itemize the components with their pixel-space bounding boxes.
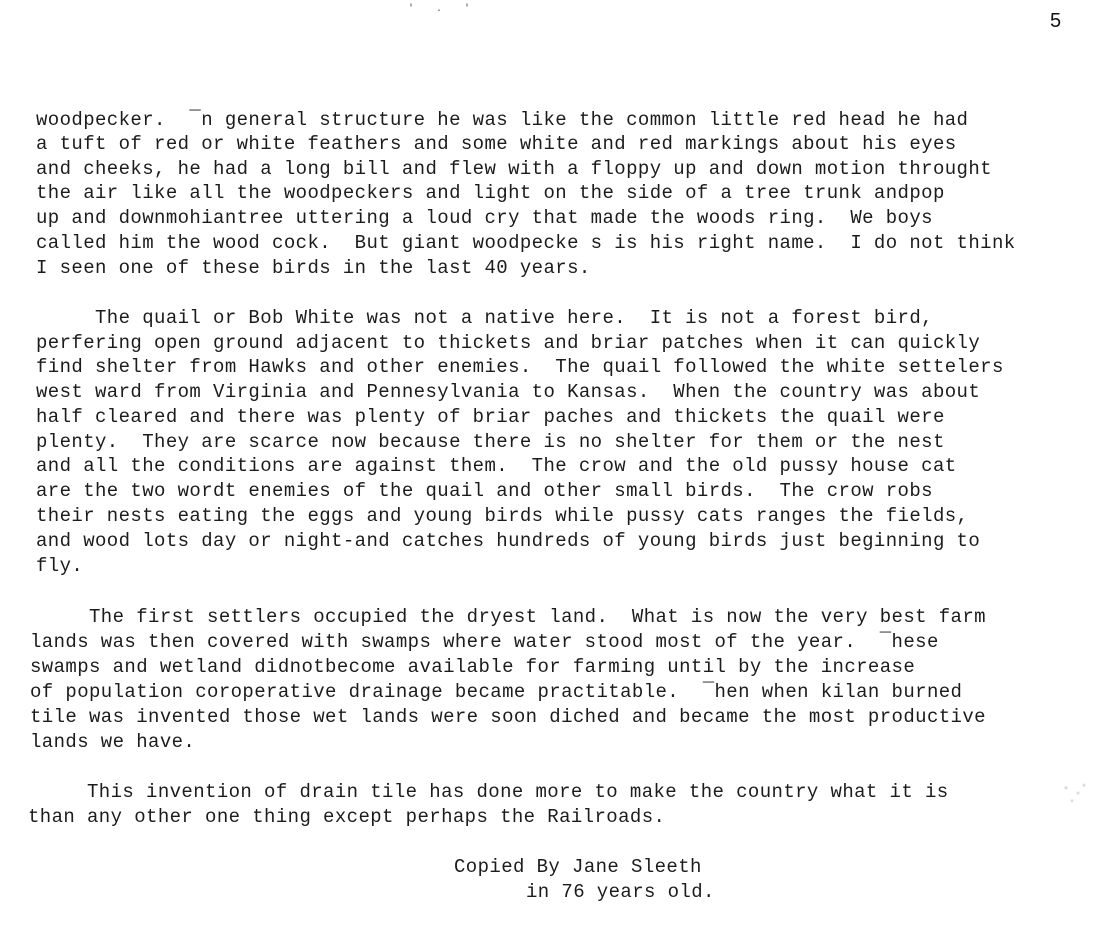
text-line: are the two wordt enemies of the quail and other small birds. The crow robs [36,480,933,502]
text-line: perfering open ground adjacent to thickets and briar patches when it can quickly [36,332,981,354]
text-line: tile was invented those wet lands were soon diched and became the most productive [30,706,986,728]
text-line: half cleared and there was plenty of briar paches and thickets the quail were [36,406,945,428]
text-line: The first settlers occupied the dryest land. What is now the very best farm [30,606,986,628]
text-line: and wood lots day or night-and catches hundreds of young birds just beginning to [36,530,981,552]
text-line: This invention of drain tile has done more to make the country what it is [28,781,949,803]
text-line: lands was then covered with swamps where water stood most of the year. ¯hese [30,631,939,653]
text-line: The quail or Bob White was not a native here. It is not a forest bird, [36,307,933,329]
text-line: woodpecker. ¯n general structure he was like the common little red head he had [36,109,969,131]
text-line: up and downmohiantree uttering a loud cry that made the woods ring. We boys [36,207,933,229]
text-line: of population coroperative drainage became practitable. ¯hen when kilan burned [30,681,963,703]
text-line: their nests eating the eggs and young birds while pussy cats ranges the fields, [36,505,969,527]
scan-speck [1060,780,1090,806]
text-line: than any other one thing except perhaps the Railroads. [28,806,666,828]
text-line: the air like all the woodpeckers and light on the side of a tree trunk andpop [36,182,945,204]
signature-line-2: in 76 years old. [526,881,715,903]
text-line: fly. [36,555,84,577]
text-line: lands we have. [30,731,196,753]
top-marks: ' . ' [408,4,479,15]
text-line: a tuft of red or white feathers and some white and red markings about his eyes [36,133,957,155]
text-line: and all the conditions are against them. The crow and the old pussy house cat [36,455,957,477]
text-line: plenty. They are scarce now because there is no shelter for them or the nest [36,431,945,453]
text-line: swamps and wetland didnotbecome available for farming until by the increase [30,656,916,678]
page-number: 5 [1050,10,1062,32]
text-line: and cheeks, he had a long bill and flew with a floppy up and down motion throught [36,158,992,180]
text-line: called him the wood cock. But giant woodpecke s is his right name. I do not think [36,232,1016,254]
text-line: I seen one of these birds in the last 40 years. [36,257,591,279]
text-line: west ward from Virginia and Pennesylvania to Kansas. When the country was about [36,381,981,403]
signature-line-1: Copied By Jane Sleeth [454,856,702,878]
text-line: find shelter from Hawks and other enemies. The quail followed the white settelers [36,356,1004,378]
